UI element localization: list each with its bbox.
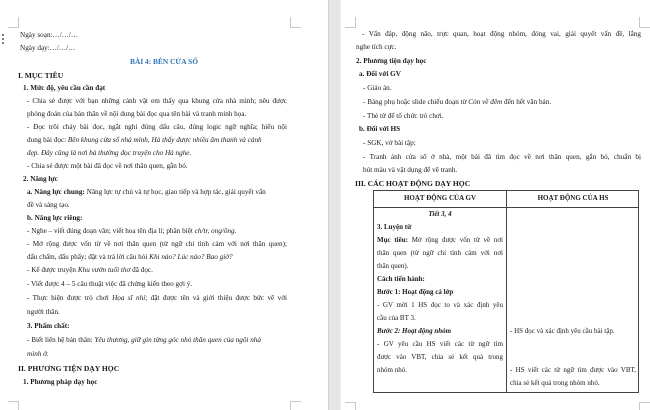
crop-mark [8, 17, 19, 28]
date-prepared: Ngày soạn:…/…/… [20, 31, 79, 39]
drag-handle-icon[interactable] [2, 34, 5, 44]
crop-mark [345, 17, 356, 28]
paragraph-line: - Viết được 4 – 5 câu thuật việc đã chứng kiến theo gợi ý. [27, 280, 193, 288]
subsection-teaching-methods: 1. Phương pháp dạy học [23, 378, 98, 386]
text-run: Mở rộng được vốn từ về nơi [407, 236, 504, 244]
section-activities: III. CÁC HOẠT ĐỘNG DẠY HỌC [355, 179, 471, 188]
paragraph-line [27, 188, 266, 197]
paragraph-line: bút màu và vật dụng để vẽ tranh. [363, 166, 458, 174]
step-1-label: Bước 1: Hoạt động cả lớp [377, 288, 454, 296]
table-cell-line: thân quen (từ ngữ chỉ tình cảm với nơi [377, 249, 503, 257]
page-gutter [328, 0, 341, 410]
date-taught: Ngày dạy:…/…/… [20, 44, 76, 52]
table-cell-line: - GV mời 1 HS đọc to và xác định yêu [377, 301, 503, 309]
paragraph-line: người thân. [27, 308, 60, 316]
paragraph-line: - Đọc trôi chảy bài đọc, ngắt nghỉ đúng dấu câu, đúng logic ngữ nghĩa; hiểu nội [27, 123, 287, 131]
paragraph-line: - Tranh ảnh cửa sổ ở nhà, một bài đã tìm đọc về nơi thân quen, gắn bó, chuẩn bị [363, 153, 641, 161]
text-run-italic: Còn về đêm [468, 98, 503, 106]
paragraph-line: - Thẻ từ để tổ chức trò chơi. [363, 112, 444, 120]
activity-heading: 3. Luyện từ [377, 223, 412, 231]
table-header-divider [374, 207, 638, 208]
table-cell-line: - GV yêu cầu HS viết các từ ngữ tìm [377, 340, 503, 348]
text-run-italic: Bên khung cửa sổ nhà mình, Hà thấy được nhiều âm thanh và cảnh [67, 136, 262, 144]
text-run: đến hết văn bản. [502, 98, 552, 106]
paragraph-line: đẹp. Đây cũng là nơi bà thường đọc truyện cho Hà nghe. [27, 149, 192, 157]
crop-mark [290, 17, 301, 28]
text-run-italic: Họa sĩ nhí [112, 294, 146, 302]
paragraph-line: - Giáo án. [363, 84, 392, 92]
table-column-divider [506, 191, 507, 392]
paragraph-line: - Chia sẻ được một bài đã đọc về nơi thân quen, gắn bó. [27, 162, 188, 170]
table-cell-line: nhóm nhỏ. [377, 366, 407, 374]
paragraph-line: đề và sáng tạo. [27, 201, 70, 209]
paragraph-line: phỏng đoán của bản thân về nội dung bài đọc qua tên bài và tranh minh họa. [27, 110, 247, 118]
paragraph-line [27, 266, 153, 275]
subsection-competence: 2. Năng lực [23, 175, 58, 183]
paragraph-line: nghe tích cực. [356, 43, 397, 51]
crop-mark [290, 401, 301, 410]
text-run: - Kể được truyện [27, 266, 78, 274]
table-cell-line [377, 236, 503, 245]
subsection-teaching-aids: 2. Phương tiện dạy học [356, 57, 427, 65]
lesson-title: BÀI 4: BÊN CỬA SỔ [130, 57, 198, 66]
text-run: dung bài đọc: [27, 136, 68, 144]
step-2-label: Bước 2: Hoạt động nhóm [377, 327, 452, 335]
section-objectives: I. MỤC TIÊU [18, 71, 64, 80]
crop-mark [345, 402, 356, 410]
student-activity-line: - HS đọc và xác định yêu cầu bài tập. [510, 327, 615, 335]
text-run: dấu chấm, dấu phẩy; đặt và trả lời câu hỏi [27, 253, 150, 261]
text-run: - Nghe – viết đúng đoạn văn; viết hoa tên địa lí; phân biệt [27, 227, 195, 235]
subsection-specific-competence: b. Năng lực riêng: [27, 214, 83, 222]
document-page-right [341, 0, 650, 410]
paragraph-line [363, 98, 551, 107]
text-run: - Biết liên hệ bản thân: [27, 336, 95, 344]
subsection-requirements: 1. Mức độ, yêu cầu cần đạt [23, 84, 106, 92]
paragraph-line [27, 294, 287, 303]
table-cell-line: cầu của BT 3. [377, 314, 416, 322]
text-run-italic: ch/tr, ong/ông. [194, 227, 237, 235]
text-run: - Bảng phụ hoặc slide chiếu đoạn từ [363, 98, 469, 106]
paragraph-line: mình ở. [27, 350, 49, 358]
section-teaching-means: II. PHƯƠNG TIỆN DẠY HỌC [18, 364, 120, 373]
paragraph-line [27, 227, 236, 236]
paragraph-line: - SGK, vở bài tập; [363, 139, 416, 147]
table-header-students: HOẠT ĐỘNG CỦA HS [537, 194, 609, 202]
text-run: đã đọc. [130, 266, 153, 274]
student-activity-line: - HS viết các từ ngữ tìm được vào VBT, [510, 366, 636, 374]
text-run-bold: Mục tiêu: [377, 236, 408, 244]
subsection-qualities: 3. Phẩm chất: [27, 322, 70, 330]
paragraph-line: - Mở rộng được vốn từ về nơi thân quen (từ ngữ chỉ tình cảm với nơi thân quen); [27, 240, 287, 248]
table-cell-line: thân quen). [377, 262, 409, 270]
crop-mark [8, 401, 19, 410]
text-run-italic: Yêu thương, giữ gìn từng góc nhỏ thân quen của ngôi nhà [94, 336, 261, 344]
text-run-italic: Khu vườn tuổi thơ [77, 266, 131, 274]
paragraph-line: - Chia sẻ được với bạn những cảnh vật em thấy qua khung cửa nhà mình; nêu được [27, 97, 287, 105]
text-run: - Thực hiện được trò chơi [27, 294, 113, 302]
text-run-italic: Khi nào? Lúc nào? Bao giờ? [149, 253, 233, 261]
crop-mark [639, 402, 650, 410]
student-activity-line: chia sẻ kết quả trong nhóm nhỏ. [510, 379, 600, 387]
paragraph-line [27, 253, 233, 262]
paragraph-line [27, 136, 262, 145]
period-label: Tiết 3, 4 [428, 210, 452, 218]
paragraph-line [27, 336, 261, 345]
subsection-for-students: b. Đối với HS [359, 125, 401, 133]
table-cell-line: được vào VBT, chia sẻ kết quả trong [377, 353, 503, 361]
subsection-for-teacher: a. Đối với GV [359, 70, 401, 78]
text-run-bold: a. Năng lực chung: [27, 188, 85, 196]
paragraph-line: - Vấn đáp, động não, trực quan, hoạt động nhóm, đóng vai, giải quyết vấn đề, lắng [362, 30, 641, 38]
crop-mark [639, 17, 650, 28]
activities-table [373, 190, 639, 393]
text-run: Năng lực tự chủ và tự học, giao tiếp và hợp tác, giải quyết vấn [84, 188, 266, 196]
text-run: ; đặt được tên và giới thiệu được bức vẽ với [145, 294, 287, 302]
procedure-label: Cách tiến hành: [377, 275, 425, 283]
table-header-teacher: HOẠT ĐỘNG CỦA GV [403, 194, 477, 202]
